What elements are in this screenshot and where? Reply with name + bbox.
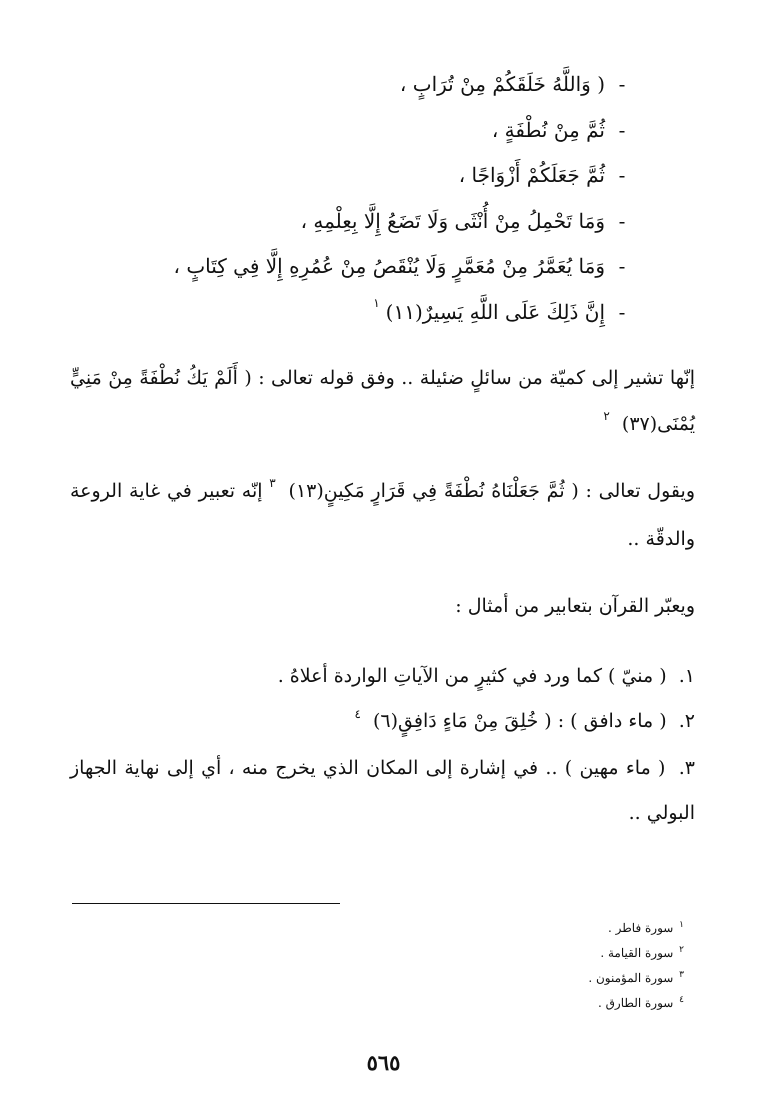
- footnote-marker[interactable]: ٤: [354, 707, 361, 721]
- paragraph: [70, 355, 695, 449]
- list-number: ١.: [678, 665, 695, 687]
- footnote-number: ٣: [679, 970, 684, 980]
- verse-text: وَمَا تَحْمِلُ مِنْ أُنْثَى وَلَا تَضَعُ إِلَّا بِعِلْمِهِ ،: [300, 208, 605, 233]
- footnotes: [384, 916, 684, 1016]
- footnote: [384, 966, 684, 991]
- footnote-text: سورة المؤمنون .: [588, 971, 674, 985]
- list-dash: -: [618, 208, 626, 233]
- paragraph-text: إنّها تشير إلى كميّة من سائلٍ ضئيلة .. وفق قوله تعالى : ( أَلَمْ يَكُ نُطْفَةً مِنْ مَنِيٍّ يُمْنَى(٣٧): [70, 367, 695, 435]
- list-item: [70, 746, 695, 836]
- verse-list: [119, 62, 639, 335]
- verse-text: ثُمَّ جَعَلَكُمْ أَزْوَاجًا ،: [458, 163, 605, 187]
- list-dash: -: [618, 254, 626, 278]
- page-number: ٥٦٥: [366, 1050, 401, 1075]
- verse-text: وَمَا يُعَمَّرُ مِنْ مُعَمَّرٍ وَلَا يُنْقَصُ مِنْ عُمُرِهِ إِلَّا فِي كِتَابٍ ،: [173, 254, 605, 278]
- paragraph: [70, 468, 695, 562]
- verse-text: ( وَاللَّهُ خَلَقَكُمْ مِنْ تُرَابٍ ،: [399, 72, 605, 96]
- list-number: ٢.: [678, 710, 695, 732]
- list-dash: -: [618, 72, 626, 96]
- verse-line: [119, 108, 639, 154]
- list-dash: -: [618, 117, 626, 142]
- footnote-marker[interactable]: ٢: [603, 409, 610, 423]
- footnote: [384, 941, 684, 966]
- verse-line: [119, 153, 639, 199]
- footnote-text: سورة فاطر .: [607, 921, 674, 935]
- list-number: ٣.: [678, 757, 695, 779]
- list-item-text: ( ماء مهين ) .. في إشارة إلى المكان الذي يخرج منه ، أي إلى نهاية الجهاز البولي ..: [70, 757, 695, 824]
- verse-text: ثُمَّ مِنْ نُطْفَةٍ ،: [491, 117, 605, 142]
- footnote-text: سورة الطارق .: [597, 996, 674, 1010]
- verse-line: [119, 62, 639, 108]
- footnote-marker[interactable]: ٣: [269, 476, 276, 490]
- footnote-number: ٤: [679, 995, 684, 1005]
- footnote-number: ١: [679, 920, 684, 930]
- footnote: [384, 916, 684, 941]
- list-item-text: ( منيّ ) كما ورد في كثيرٍ من الآياتِ الواردة أعلاهُ .: [277, 665, 667, 687]
- footnote-marker[interactable]: ١: [373, 295, 380, 310]
- paragraph-tail: إنّه تعبير في غاية الروعة والدقّة ..: [70, 480, 695, 550]
- footnote-number: ٢: [679, 945, 684, 955]
- list-item: [70, 654, 695, 699]
- paragraph: [70, 583, 695, 629]
- list-item: [70, 699, 695, 746]
- verse-line: [119, 290, 639, 336]
- numbered-list: [70, 654, 695, 836]
- verse-line: [119, 199, 639, 245]
- paragraph-text: ويقول تعالى : ( ثُمَّ جَعَلْنَاهُ نُطْفَةً فِي قَرَارٍ مَكِينٍ(١٣): [288, 480, 695, 502]
- paragraph-text: ويعبّر القرآن بتعابير من أمثال :: [455, 595, 695, 617]
- footnote-divider: [72, 903, 340, 904]
- footnote-text: سورة القيامة .: [600, 946, 674, 960]
- list-dash: -: [618, 163, 626, 187]
- list-item-text: ( ماء دافق ) : ( خُلِقَ مِنْ مَاءٍ دَافِقٍ(٦): [372, 710, 667, 732]
- footnote: [384, 991, 684, 1016]
- list-dash: -: [618, 299, 626, 324]
- verse-text: إِنَّ ذَلِكَ عَلَى اللَّهِ يَسِيرٌ(١١): [385, 299, 605, 324]
